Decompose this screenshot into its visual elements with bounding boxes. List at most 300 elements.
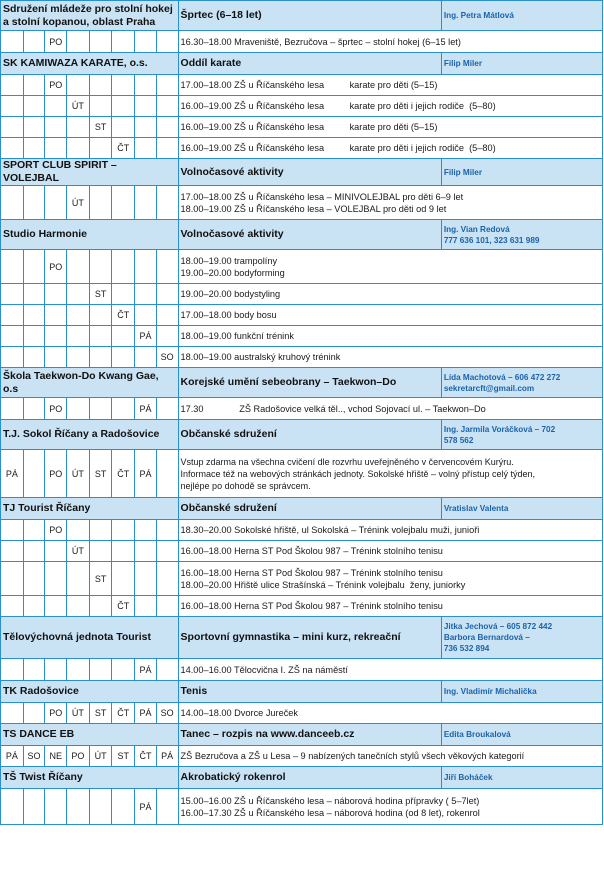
organization-header	[1, 220, 603, 250]
description-line: 18.00–19.00 australský kruhový trénink	[180, 352, 341, 362]
contact-line: Ing. Jarmila Voráčková – 702	[443, 424, 556, 434]
schedule-description	[178, 659, 602, 681]
description-line: Informace též na webových stránkách jednoty. Sokolské hřiště – volný přístup celý týden,	[180, 468, 536, 479]
organization-name	[1, 617, 179, 659]
day-cell	[89, 398, 112, 420]
day-cell	[112, 31, 135, 53]
day-cell	[112, 541, 135, 562]
description-line: 16.30–18.00 Mraveniště, Bezručova – šprtec – stolní hokej (6–15 let)	[180, 36, 461, 47]
day-cell: ÚT	[67, 96, 90, 117]
day-cell	[112, 250, 135, 284]
organization-header	[1, 724, 603, 746]
schedule-row	[1, 347, 603, 368]
organization-name-line: SK KAMIWAZA KARATE, o.s.	[3, 57, 148, 69]
day-cell	[45, 117, 67, 138]
organization-header	[1, 681, 603, 703]
description-line: 14.00–18.00 Dvorce Jureček	[180, 708, 298, 718]
schedule-description	[178, 398, 602, 420]
day-cell: PO	[45, 703, 67, 724]
day-cell	[89, 596, 112, 617]
description-line: 18.00–19.00 trampolíny	[180, 255, 278, 266]
activity-title: Tanec – rozpis na www.danceeb.cz	[178, 724, 441, 746]
day-cell: ST	[89, 450, 112, 498]
day-cell	[23, 398, 45, 420]
day-cell	[23, 96, 45, 117]
contact-line: Ing. Petra Mátlová	[443, 11, 514, 20]
day-cell: PO	[45, 31, 67, 53]
organization-header	[1, 368, 603, 398]
schedule-row	[1, 138, 603, 159]
day-cell	[89, 659, 112, 681]
day-cell	[112, 789, 135, 825]
schedule-description	[178, 347, 602, 368]
organization-name-line: Škola Taekwon-Do Kwang Gae, o.s	[3, 369, 159, 395]
day-cell	[1, 347, 24, 368]
schedule-description	[178, 75, 602, 96]
description-line: 16.00–19.00 ZŠ u Říčanského lesa karate pro děti (5–15)	[180, 122, 438, 132]
day-cell	[135, 31, 157, 53]
activity-title: Sportovní gymnastika – mini kurz, rekreační	[178, 617, 441, 659]
day-cell	[45, 326, 67, 347]
day-cell	[156, 138, 178, 159]
day-cell	[135, 75, 157, 96]
day-cell	[1, 96, 24, 117]
schedule-row	[1, 186, 603, 220]
schedule-description	[178, 596, 602, 617]
day-cell	[67, 520, 90, 541]
description-line: 16.00–18.00 Herna ST Pod Školou 987 – Trénink stolního tenisu	[180, 567, 443, 578]
contact-person	[441, 498, 602, 520]
day-cell	[156, 789, 178, 825]
day-cell	[45, 305, 67, 326]
organization-header	[1, 1, 603, 31]
day-cell: NE	[45, 746, 67, 767]
day-cell	[156, 75, 178, 96]
day-cell: ST	[89, 117, 112, 138]
contact-line: 736 532 894	[443, 644, 490, 653]
organization-name	[1, 724, 179, 746]
description-line: ZŠ Bezručova a ZŠ u Lesa – 9 nabízených tanečních stylů všech věkových kategorií	[180, 751, 525, 761]
organization-header	[1, 498, 603, 520]
day-cell	[89, 250, 112, 284]
day-cell	[156, 326, 178, 347]
day-cell	[156, 596, 178, 617]
schedule-description	[178, 284, 602, 305]
day-cell	[156, 117, 178, 138]
day-cell	[23, 347, 45, 368]
day-cell	[112, 117, 135, 138]
day-cell	[156, 31, 178, 53]
schedule-description	[178, 117, 602, 138]
activity-title: Volnočasové aktivity	[178, 159, 441, 186]
contact-line: Jitka Jechová – 605 872 442	[443, 622, 553, 631]
day-cell	[23, 520, 45, 541]
contact-line: Vratislav Valenta	[443, 504, 509, 513]
organization-name	[1, 159, 179, 186]
schedule-description	[178, 96, 602, 117]
day-cell: PÁ	[135, 398, 157, 420]
schedule-description	[178, 789, 602, 825]
day-cell	[45, 562, 67, 596]
day-cell: PÁ	[135, 789, 157, 825]
description-line: nejlépe po dohodě se správcem.	[180, 480, 311, 491]
description-line: 19.00–20.00 bodystyling	[180, 289, 281, 299]
day-cell	[112, 659, 135, 681]
day-cell	[135, 284, 157, 305]
schedule-row	[1, 31, 603, 53]
schedule-body	[1, 1, 603, 825]
day-cell: ST	[89, 562, 112, 596]
schedule-row	[1, 398, 603, 420]
day-cell	[67, 305, 90, 326]
day-cell: ČT	[112, 138, 135, 159]
day-cell: SO	[156, 703, 178, 724]
day-cell	[89, 347, 112, 368]
organization-name-line: TJ Tourist Říčany	[3, 502, 91, 514]
day-cell	[23, 186, 45, 220]
day-cell	[112, 96, 135, 117]
schedule-row	[1, 117, 603, 138]
description-line: 18.00–19.00 ZŠ u Říčanského lesa – VOLEJBAL pro děti od 9 let	[180, 203, 447, 214]
schedule-row	[1, 562, 603, 596]
day-cell	[67, 326, 90, 347]
day-cell: PO	[45, 250, 67, 284]
description-line: 17.30 ZŠ Radošovice velká těl.., vchod Sojovací ul. – Taekwon–Do	[180, 403, 486, 414]
contact-line: Lída Machotová – 606 472 272	[443, 372, 561, 382]
day-cell	[1, 562, 24, 596]
day-cell	[89, 186, 112, 220]
day-cell	[135, 138, 157, 159]
activity-title: Oddíl karate	[178, 53, 441, 75]
contact-line: 578 562	[443, 435, 474, 445]
contact-person	[441, 53, 602, 75]
day-cell	[112, 347, 135, 368]
day-cell	[67, 789, 90, 825]
schedule-description	[178, 450, 602, 498]
day-cell: PO	[45, 75, 67, 96]
schedule-row	[1, 789, 603, 825]
schedule-row	[1, 659, 603, 681]
day-cell: ČT	[135, 746, 157, 767]
schedule-description	[178, 541, 602, 562]
day-cell: ST	[89, 284, 112, 305]
day-cell	[1, 520, 24, 541]
day-cell	[89, 31, 112, 53]
contact-person	[441, 159, 602, 186]
description-line: 17.00–18.00 body bosu	[180, 310, 277, 320]
day-cell	[1, 250, 24, 284]
day-cell: ČT	[112, 450, 135, 498]
day-cell	[135, 186, 157, 220]
day-cell	[156, 96, 178, 117]
schedule-row	[1, 541, 603, 562]
organization-name-line: TK Radošovice	[3, 685, 79, 697]
day-cell	[156, 450, 178, 498]
day-cell	[67, 31, 90, 53]
schedule-row	[1, 746, 603, 767]
day-cell	[45, 347, 67, 368]
organization-name-line: TS DANCE EB	[3, 728, 75, 740]
organization-name-line: T.J. Sokol Říčany a Radošovice	[3, 428, 160, 440]
day-cell	[89, 75, 112, 96]
day-cell	[45, 659, 67, 681]
organization-name	[1, 498, 179, 520]
day-cell	[1, 703, 24, 724]
schedule-description	[178, 703, 602, 724]
day-cell	[23, 250, 45, 284]
contact-line: Edita Broukalová	[443, 730, 511, 739]
contact-line: sekretarcft@gmail.com	[443, 383, 535, 393]
day-cell	[23, 305, 45, 326]
organization-name-line: Studio Harmonie	[3, 228, 88, 240]
description-line: 14.00–16.00 Tělocvična I. ZŠ na náměstí	[180, 664, 348, 675]
schedule-row	[1, 96, 603, 117]
organization-name	[1, 368, 179, 398]
contact-person	[441, 420, 602, 450]
day-cell	[67, 250, 90, 284]
day-cell: ST	[112, 746, 135, 767]
day-cell	[1, 117, 24, 138]
day-cell	[112, 398, 135, 420]
contact-line: 777 636 101, 323 631 989	[443, 235, 540, 245]
organization-header	[1, 767, 603, 789]
description-line: 18.00–19.00 funkční trénink	[180, 331, 294, 341]
day-cell: PÁ	[1, 746, 24, 767]
day-cell	[1, 659, 24, 681]
day-cell	[112, 284, 135, 305]
day-cell	[89, 789, 112, 825]
contact-line: Jiří Boháček	[443, 773, 493, 782]
organization-name-line: a stolní kopanou, oblast Praha	[3, 15, 156, 28]
day-cell	[1, 541, 24, 562]
schedule-row	[1, 596, 603, 617]
day-cell: PÁ	[135, 703, 157, 724]
contact-line: Barbora Bernardová –	[443, 633, 530, 642]
contact-person	[441, 220, 602, 250]
day-cell: ČT	[112, 703, 135, 724]
schedule-description	[178, 746, 602, 767]
contact-person	[441, 681, 602, 703]
day-cell: SO	[156, 347, 178, 368]
day-cell	[67, 284, 90, 305]
day-cell	[23, 541, 45, 562]
day-cell	[67, 117, 90, 138]
schedule-description	[178, 138, 602, 159]
schedule-description	[178, 186, 602, 220]
organization-name	[1, 681, 179, 703]
day-cell	[135, 562, 157, 596]
day-cell	[89, 138, 112, 159]
description-line: 18.00–20.00 Hřiště ulice Strašínská – Trénink volejbalu ženy, juniorky	[180, 579, 466, 590]
day-cell	[156, 562, 178, 596]
schedule-description	[178, 250, 602, 284]
description-line: 16.00–19.00 ZŠ u Říčanského lesa karate pro děti i jejich rodiče (5–80)	[180, 101, 496, 111]
activity-title: Šprtec (6–18 let)	[178, 1, 441, 31]
contact-line: Filip Miler	[443, 167, 483, 177]
description-line: Vstup zdarma na všechna cvičení dle rozvrhu uveřejněného v červencovém Kurýru.	[180, 456, 514, 467]
day-cell: PO	[45, 398, 67, 420]
schedule-description	[178, 562, 602, 596]
schedule-description	[178, 520, 602, 541]
schedule-row	[1, 284, 603, 305]
organization-name	[1, 420, 179, 450]
day-cell	[156, 305, 178, 326]
day-cell	[1, 596, 24, 617]
day-cell	[23, 659, 45, 681]
day-cell	[135, 117, 157, 138]
contact-person	[441, 617, 602, 659]
description-line: 18.30–20.00 Sokolské hřiště, ul Sokolská – Trénink volejbalu muži, junioři	[180, 525, 480, 535]
activity-title: Tenis	[178, 681, 441, 703]
day-cell: ÚT	[67, 186, 90, 220]
day-cell	[23, 450, 45, 498]
day-cell	[1, 138, 24, 159]
day-cell	[23, 596, 45, 617]
organization-name	[1, 767, 179, 789]
day-cell	[45, 96, 67, 117]
day-cell	[1, 789, 24, 825]
day-cell	[67, 659, 90, 681]
organization-name-line: Tělovýchovná jednota Tourist	[3, 631, 151, 643]
organization-name-line: TŠ Twist Říčany	[3, 771, 83, 783]
day-cell	[23, 75, 45, 96]
day-cell: PÁ	[156, 746, 178, 767]
day-cell	[156, 659, 178, 681]
contact-line: Filip Miler	[443, 59, 483, 68]
description-line: 17.00–18.00 ZŠ u Říčanského lesa karate pro děti (5–15)	[180, 80, 438, 90]
day-cell	[135, 347, 157, 368]
day-cell: PO	[67, 746, 90, 767]
day-cell: SO	[23, 746, 45, 767]
day-cell	[156, 186, 178, 220]
contact-person	[441, 767, 602, 789]
day-cell: PÁ	[135, 659, 157, 681]
schedule-description	[178, 305, 602, 326]
description-line: 16.00–19.00 ZŠ u Říčanského lesa karate pro děti i jejich rodiče (5–80)	[180, 143, 496, 153]
day-cell	[45, 789, 67, 825]
description-line: 16.00–18.00 Herna ST Pod Školou 987 – Trénink stolního tenisu	[180, 601, 443, 611]
description-line: 16.00–18.00 Herna ST Pod Školou 987 – Trénink stolního tenisu	[180, 546, 443, 556]
day-cell	[45, 541, 67, 562]
day-cell	[23, 138, 45, 159]
organization-name	[1, 53, 179, 75]
day-cell	[135, 520, 157, 541]
day-cell	[67, 347, 90, 368]
activity-title: Občanské sdružení	[178, 498, 441, 520]
day-cell	[1, 31, 24, 53]
day-cell: ST	[89, 703, 112, 724]
day-cell	[156, 250, 178, 284]
day-cell	[1, 398, 24, 420]
activity-title: Občanské sdružení	[178, 420, 441, 450]
contact-line: Ing. Vladimír Michalička	[443, 687, 537, 696]
day-cell: ČT	[112, 305, 135, 326]
contact-person	[441, 724, 602, 746]
contact-person	[441, 368, 602, 398]
organization-header	[1, 617, 603, 659]
day-cell: PÁ	[135, 450, 157, 498]
contact-line: Ing. Vian Redová	[443, 224, 510, 234]
day-cell	[1, 305, 24, 326]
day-cell	[67, 138, 90, 159]
day-cell	[112, 562, 135, 596]
day-cell: ÚT	[89, 746, 112, 767]
organization-header	[1, 53, 603, 75]
day-cell	[89, 520, 112, 541]
schedule-row	[1, 305, 603, 326]
day-cell	[45, 138, 67, 159]
schedule-row	[1, 520, 603, 541]
day-cell	[112, 75, 135, 96]
schedule-row	[1, 450, 603, 498]
day-cell: ÚT	[67, 450, 90, 498]
day-cell: PO	[45, 520, 67, 541]
description-line: 17.00–18.00 ZŠ u Říčanského lesa – MINIVOLEJBAL pro děti 6–9 let	[180, 191, 464, 202]
day-cell	[135, 541, 157, 562]
day-cell	[112, 326, 135, 347]
day-cell	[112, 186, 135, 220]
day-cell	[1, 75, 24, 96]
day-cell	[89, 305, 112, 326]
day-cell	[156, 541, 178, 562]
day-cell	[23, 31, 45, 53]
day-cell	[1, 186, 24, 220]
day-cell	[67, 596, 90, 617]
schedule-description	[178, 326, 602, 347]
day-cell: PÁ	[1, 450, 24, 498]
day-cell	[23, 703, 45, 724]
day-cell	[23, 284, 45, 305]
day-cell	[89, 326, 112, 347]
schedule-row	[1, 250, 603, 284]
day-cell	[156, 284, 178, 305]
description-line: 16.00–17.30 ZŠ u Říčanského lesa – náborová hodina (od 8 let), rokenrol	[180, 807, 480, 818]
activity-title: Volnočasové aktivity	[178, 220, 441, 250]
activity-title: Korejské umění sebeobrany – Taekwon–Do	[178, 368, 441, 398]
day-cell	[89, 96, 112, 117]
activity-title: Akrobatický rokenrol	[178, 767, 441, 789]
day-cell	[135, 250, 157, 284]
schedule-row	[1, 75, 603, 96]
day-cell: PÁ	[135, 326, 157, 347]
day-cell	[67, 75, 90, 96]
day-cell	[45, 596, 67, 617]
day-cell	[135, 305, 157, 326]
day-cell: ÚT	[67, 703, 90, 724]
day-cell: ÚT	[67, 541, 90, 562]
day-cell	[67, 562, 90, 596]
day-cell: PO	[45, 450, 67, 498]
day-cell	[23, 326, 45, 347]
day-cell	[156, 520, 178, 541]
schedule-row	[1, 326, 603, 347]
day-cell	[135, 596, 157, 617]
day-cell: ČT	[112, 596, 135, 617]
day-cell	[23, 562, 45, 596]
day-cell	[67, 398, 90, 420]
day-cell	[135, 96, 157, 117]
day-cell	[45, 186, 67, 220]
organization-name	[1, 220, 179, 250]
day-cell	[89, 541, 112, 562]
schedule-row	[1, 703, 603, 724]
day-cell	[23, 789, 45, 825]
day-cell	[45, 284, 67, 305]
contact-person	[441, 1, 602, 31]
organization-name-line: SPORT CLUB SPIRIT – VOLEJBAL	[3, 159, 117, 184]
organization-name	[1, 1, 179, 31]
organization-name-line: Sdružení mládeže pro stolní hokej	[3, 2, 173, 15]
